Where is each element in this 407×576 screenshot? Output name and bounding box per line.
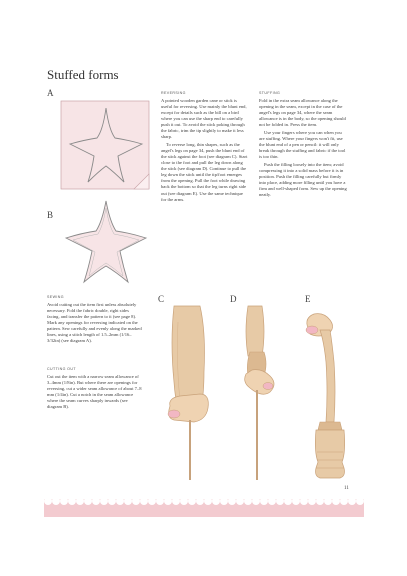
- scallop: [228, 497, 236, 505]
- scallop: [348, 497, 356, 505]
- stuffing-paragraph-1: Fold in the extra seam allowance along the opening in the seam, except in the case of the angel's legs on page 34, where the seam allowance is in the body, so the opening should not be folded in. Press the item.: [259, 97, 346, 127]
- scallop: [284, 497, 292, 505]
- stick: [189, 420, 191, 480]
- scallop: [220, 497, 228, 505]
- scallop: [204, 497, 212, 505]
- cutting-out-paragraph-1: Cut out the item with a narrow seam allowance of 3–4mm (1/8in). But where there are openings for reversing, cut a wider seam allowance of about 7–8 mm (1/4in). Cut a notch in the seam allowance where the seam curves sharply inwards (see diagram B).: [47, 373, 142, 410]
- fingernail: [306, 326, 318, 334]
- scallop: [68, 497, 76, 505]
- scallop: [340, 497, 348, 505]
- fabric-leg: [320, 330, 335, 422]
- scallop: [252, 497, 260, 505]
- scallop: [164, 497, 172, 505]
- scallop: [108, 497, 116, 505]
- reversing-paragraph-1: A pointed wooden garden cane or stick is useful for reversing. Use mainly the blunt end, except for details such as the bill on a bird where you can use the sharp end to carefully push it out. To avoid the stick poking through the fabric, trim the tip slightly to make it less sharp.: [161, 97, 247, 140]
- scallop: [188, 497, 196, 505]
- gathered-fabric-base: [315, 430, 344, 478]
- sewing-paragraph-1: Avoid cutting out the item first unless absolutely necessary. Fold the fabric double, right sides facing, and transfer the pattern to it (see page 8). Mark any openings for reversing indicated on the pattern. Sew carefully and evenly along the marked lines, using a stitch length of 1.5–2mm (1/16–3/32in) (see diagram A).: [47, 301, 142, 344]
- scallop: [356, 497, 364, 505]
- scallop: [300, 497, 308, 505]
- page-title: Stuffed forms: [47, 67, 119, 82]
- scallop: [292, 497, 300, 505]
- scallop: [44, 497, 52, 505]
- diagram-d-figure: [232, 302, 288, 480]
- scallop: [124, 497, 132, 505]
- scallop: [172, 497, 180, 505]
- scallop: [76, 497, 84, 505]
- scallop: [308, 497, 316, 505]
- scallop-border: [44, 497, 364, 517]
- scallop: [132, 497, 140, 505]
- sewing-heading: SEWING: [47, 295, 64, 299]
- scallop: [180, 497, 188, 505]
- scallop: [60, 497, 68, 505]
- stuffing-heading: STUFFING: [259, 91, 281, 95]
- scallop: [52, 497, 60, 505]
- scallop: [92, 497, 100, 505]
- reversing-heading: REVERSING: [161, 91, 186, 95]
- diagram-b-label: B: [47, 210, 54, 220]
- scallop: [116, 497, 124, 505]
- gathered-fabric-top: [318, 422, 342, 430]
- diagram-d-label: D: [230, 294, 237, 304]
- scallop: [332, 497, 340, 505]
- diagram-e-figure: [300, 302, 362, 480]
- diagram-c-label: C: [158, 294, 165, 304]
- scallop: [84, 497, 92, 505]
- scallop: [316, 497, 324, 505]
- stick: [256, 390, 258, 480]
- scallop: [140, 497, 148, 505]
- cutting-out-heading: CUTTING OUT: [47, 367, 76, 371]
- stuffing-paragraph-3: Push the filling loosely into the item; avoid compressing it into a solid mass before it is in position. Push the filling carefully but firmly into place, adding more filling until you have a firm and well-shaped form. Sew up the opening neatly.: [259, 161, 347, 197]
- diagram-a-figure: [60, 100, 152, 192]
- page-number: 11: [344, 486, 349, 491]
- scallop: [148, 497, 156, 505]
- reversing-paragraph-2: To reverse long, thin shapes, such as the angel's legs on page 34, push the blunt end of the stick against the foot (see diagram C). Start close to the foot and pull the leg down along the stick (see diagram D). Continue to pull the leg down the stick until the tip/foot emerges from the opening. Pull the foot while drawing back the bottom so that the leg turns right side out (see diagram E). Use the same technique for the arms.: [161, 141, 248, 202]
- scallop: [244, 497, 252, 505]
- diagram-a-label: A: [47, 88, 54, 98]
- scallop: [196, 497, 204, 505]
- scallop: [260, 497, 268, 505]
- scallop: [100, 497, 108, 505]
- diagram-e-label: E: [305, 294, 311, 304]
- scallop: [324, 497, 332, 505]
- fingernail: [263, 383, 273, 390]
- diagram-b-figure: [60, 198, 152, 286]
- scallop: [212, 497, 220, 505]
- fingernail: [168, 410, 180, 418]
- scallop-fill: [44, 499, 364, 517]
- fabric-leg: [246, 306, 264, 356]
- hand-fingers: [245, 370, 274, 395]
- scallop: [268, 497, 276, 505]
- cutting-out-section: [47, 366, 142, 412]
- diagram-c-figure: [160, 302, 220, 480]
- reversing-section: [161, 90, 248, 204]
- scallop: [156, 497, 164, 505]
- scallop: [236, 497, 244, 505]
- stuffing-section: [259, 90, 347, 200]
- star-fabric-cutout: [66, 201, 146, 282]
- sewing-section: [47, 294, 142, 346]
- stuffing-paragraph-2: Use your fingers where you can when you are stuffing. Where your fingers won't fit, use the blunt end of a pen or pencil: it will only break through the stuffing and fabric if the tool is too thin.: [259, 129, 346, 159]
- scallop: [276, 497, 284, 505]
